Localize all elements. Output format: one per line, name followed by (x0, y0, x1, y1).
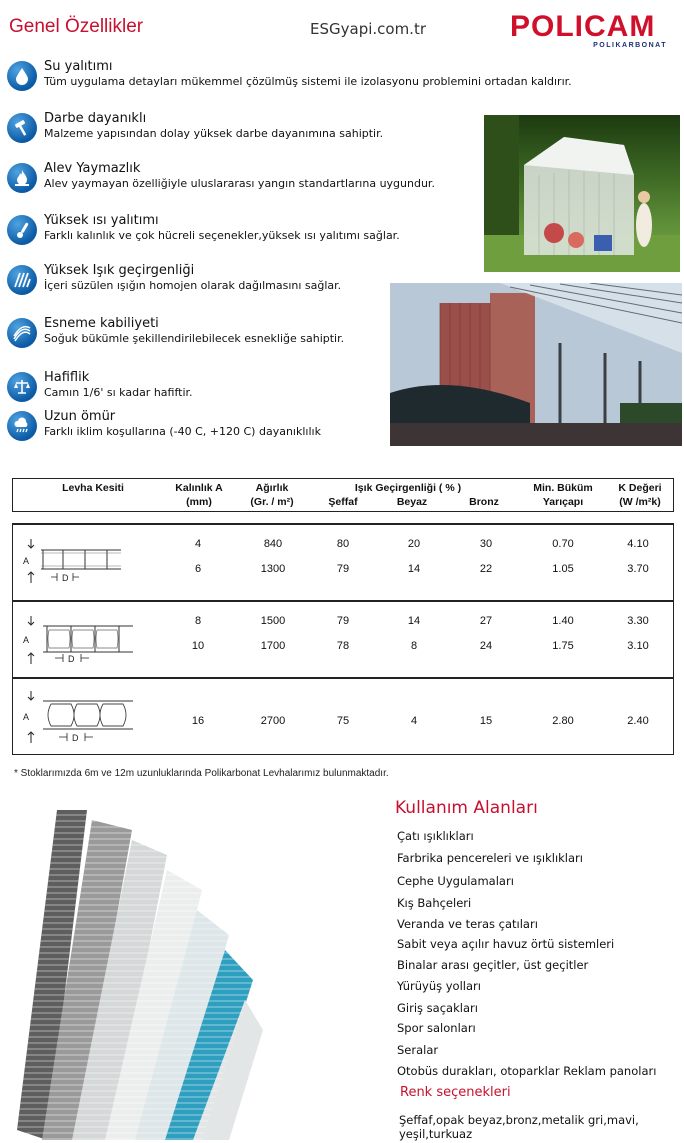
page-title: Genel Özellikler (9, 16, 144, 37)
cell-clear: 79 (336, 615, 350, 627)
feature-title: Esneme kabiliyeti (44, 316, 159, 331)
col-bend-unit: Yarıçapı (542, 496, 584, 508)
cell-k: 3.10 (627, 640, 649, 652)
feature-title: Uzun ömür (44, 409, 116, 424)
col-light: Işık Geçirgenliği ( % ) (354, 482, 462, 494)
feature-desc: İçeri süzülen ışığın homojen olarak dağılmasını sağlar. (44, 279, 342, 292)
scale-icon (7, 372, 37, 402)
cell-k: 4.10 (627, 538, 649, 550)
cell-bend: 0.70 (552, 538, 574, 550)
cell-white: 4 (410, 715, 418, 727)
dim-a-label: A (23, 556, 30, 566)
logo-wordmark: POLICAM (510, 10, 656, 43)
col-clear: Şeffaf (328, 496, 358, 508)
feature-title: Hafiflik (44, 370, 90, 385)
cell-weight: 840 (263, 538, 283, 550)
usage-item: Sabit veya açılır havuz örtü sistemleri (397, 937, 615, 951)
cell-bend: 2.80 (552, 715, 574, 727)
usage-title: Kullanım Alanları (395, 798, 538, 818)
col-weight-unit: (Gr. / m²) (250, 496, 294, 508)
col-bend: Min. Büküm (533, 482, 593, 494)
stock-footnote: * Stoklarımızda 6m ve 12m uzunluklarında Polikarbonat Levhalarımız bulunmaktadır. (14, 768, 389, 779)
canopy-building-photo (390, 283, 682, 446)
usage-item: Cephe Uygulamaları (397, 874, 514, 888)
flame-icon (7, 163, 37, 193)
cell-bend: 1.05 (552, 563, 574, 575)
col-bronze: Bronz (469, 496, 499, 508)
flex-icon (7, 318, 37, 348)
usage-item: Spor salonları (397, 1021, 476, 1035)
color-options-title: Renk seçenekleri (400, 1085, 511, 1100)
col-k-unit: (W /m²k) (619, 496, 661, 508)
cell-bend: 1.40 (552, 615, 574, 627)
cell-thickness: 6 (194, 563, 202, 575)
usage-item: Binalar arası geçitler, üst geçitler (397, 958, 589, 972)
feature-desc: Farklı iklim koşullarına (-40 C, +120 C) dayanıklılık (44, 425, 321, 438)
site-url[interactable]: ESGyapi.com.tr (310, 20, 427, 38)
section-diagram-small (21, 537, 131, 585)
feature-title: Alev Yaymazlık (44, 161, 141, 176)
usage-item: Farbrika pencereleri ve ışıklıkları (397, 851, 583, 865)
cell-weight: 1300 (260, 563, 286, 575)
cell-k: 2.40 (627, 715, 649, 727)
feature-desc: Alev yaymayan özelliğiyle uluslararası yangın standartlarına uygundur. (44, 177, 435, 190)
table-group-1 (12, 523, 674, 601)
cell-clear: 75 (336, 715, 350, 727)
cell-clear: 78 (336, 640, 350, 652)
section-diagram-medium (21, 614, 141, 666)
col-weight: Ağırlık (255, 482, 289, 494)
cell-white: 14 (407, 615, 421, 627)
cell-bronze: 24 (479, 640, 493, 652)
cloud-rain-icon (7, 411, 37, 441)
spec-table (12, 478, 674, 755)
dim-d-label: D (72, 733, 79, 743)
usage-item: Çatı ışıklıkları (397, 829, 474, 843)
color-options-desc: Şeffaf,opak beyaz,bronz,metalik gri,mavi, yeşil,turkuaz (399, 1113, 639, 1141)
thermometer-icon (7, 215, 37, 245)
greenhouse-photo (484, 115, 680, 272)
cell-k: 3.30 (627, 615, 649, 627)
cell-weight: 1500 (260, 615, 286, 627)
cell-thickness: 4 (194, 538, 202, 550)
cell-thickness: 8 (194, 615, 202, 627)
cell-thickness: 10 (191, 640, 205, 652)
cell-white: 14 (407, 563, 421, 575)
cell-thickness: 16 (191, 715, 205, 727)
section-diagram-large (21, 689, 141, 745)
col-white: Beyaz (396, 496, 428, 508)
logo-subtitle: POLIKARBONAT (593, 42, 667, 49)
feature-water-insulation (7, 61, 647, 95)
cell-white: 8 (410, 640, 418, 652)
cell-bend: 1.75 (552, 640, 574, 652)
water-drop-icon (7, 61, 37, 91)
usage-item: Seralar (397, 1043, 439, 1057)
feature-desc: Malzeme yapısından dolay yüksek darbe dayanımına sahiptir. (44, 127, 384, 140)
feature-title: Yüksek ısı yalıtımı (44, 213, 159, 228)
dim-a-label: A (23, 712, 30, 722)
policam-logo (510, 12, 675, 52)
cell-bronze: 22 (479, 563, 493, 575)
feature-title: Yüksek Işık geçirgenliği (44, 263, 195, 278)
dim-a-label: A (23, 635, 30, 645)
cell-white: 20 (407, 538, 421, 550)
table-header (12, 478, 674, 512)
cell-k: 3.70 (627, 563, 649, 575)
cell-bronze: 30 (479, 538, 493, 550)
table-group-2 (12, 600, 674, 678)
hammer-icon (7, 113, 37, 143)
cell-bronze: 15 (479, 715, 493, 727)
feature-desc: Camın 1/6' sı kadar hafiftir. (44, 386, 193, 399)
dim-d-label: D (68, 654, 75, 664)
col-k: K Değeri (618, 482, 662, 494)
cell-bronze: 27 (479, 615, 493, 627)
cell-clear: 79 (336, 563, 350, 575)
col-section: Levha Kesiti (62, 482, 124, 494)
table-group-3 (12, 677, 674, 755)
usage-item: Yürüyüş yolları (397, 979, 481, 993)
usage-item: Giriş saçakları (397, 1001, 478, 1015)
feature-title: Su yalıtımı (44, 59, 113, 74)
usage-item: Otobüs durakları, otoparklar Reklam panoları (397, 1064, 657, 1078)
cell-weight: 2700 (260, 715, 286, 727)
cell-weight: 1700 (260, 640, 286, 652)
dim-d-label: D (62, 573, 69, 583)
usage-item: Kış Bahçeleri (397, 896, 472, 910)
cell-clear: 80 (336, 538, 350, 550)
polycarbonate-sheets-photo (17, 800, 263, 1140)
feature-desc: Tüm uygulama detayları mükemmel çözülmüş sistemi ile izolasyonu problemini ortadan kaldırır. (44, 75, 572, 88)
col-thickness: Kalınlık A (175, 482, 223, 494)
feature-desc: Soğuk bükümle şekillendirilebilecek esnekliğe sahiptir. (44, 332, 345, 345)
light-rays-icon (7, 265, 37, 295)
feature-desc: Farklı kalınlık ve çok hücreli seçenekler,yüksek ısı yalıtımı sağlar. (44, 229, 400, 242)
col-thickness-unit: (mm) (186, 496, 212, 508)
usage-item: Veranda ve teras çatıları (397, 917, 538, 931)
feature-title: Darbe dayanıklı (44, 111, 147, 126)
